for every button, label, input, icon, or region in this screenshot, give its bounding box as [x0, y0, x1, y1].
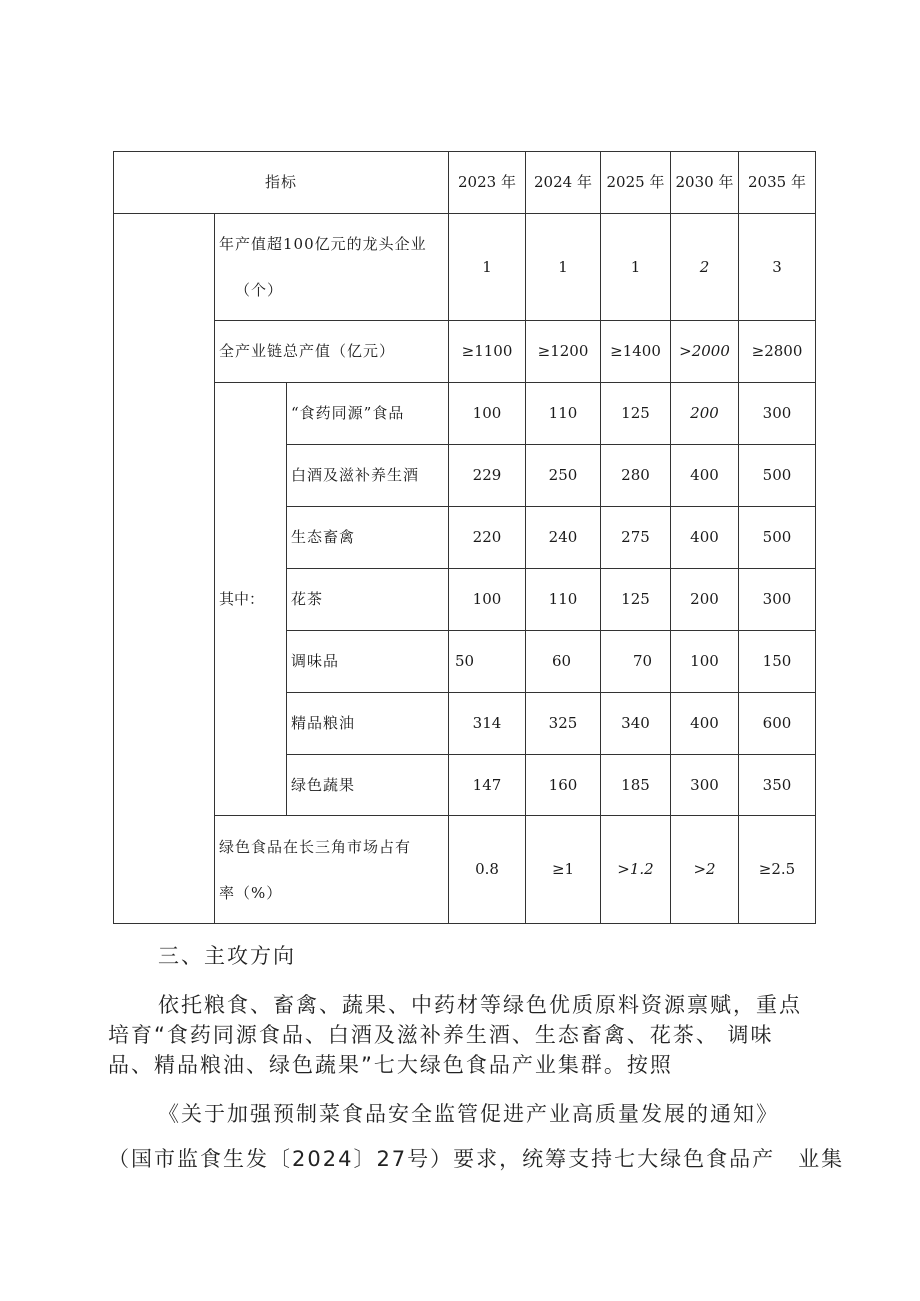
sub-livestock-2025: 275	[601, 507, 671, 569]
header-indicator	[113, 151, 449, 214]
sub-condiment-2030: 100	[671, 631, 739, 693]
sub-flower-tea-2030: 200	[671, 569, 739, 631]
leading-enterprises-label-line2: （个）	[235, 281, 284, 299]
row-total-output-label: 全产业链总产值（亿元）	[215, 321, 449, 383]
market-share-2023: 0.8	[449, 816, 526, 924]
sub-vegetables-fruits-2030: 300	[671, 755, 739, 816]
paragraph-line-4: 《关于加强预制菜食品安全监管促进产业高质量发展的通知》	[158, 1102, 779, 1126]
sub-livestock-2030: 400	[671, 507, 739, 569]
sub-grain-oil-2035: 600	[739, 693, 816, 755]
market-share-2035: ≥2.5	[739, 816, 816, 924]
header-year-2035: 2035 年	[739, 151, 816, 214]
sub-flower-tea-2025: 125	[601, 569, 671, 631]
row-market-share-label	[215, 816, 449, 924]
sub-vegetables-fruits-2025: 185	[601, 755, 671, 816]
sub-liquor-2024: 250	[526, 445, 601, 507]
section-heading: 三、主攻方向	[158, 944, 296, 968]
sub-grain-oil-2024: 325	[526, 693, 601, 755]
sub-label-grain-oil: 精品粮油	[287, 693, 449, 755]
market-share-2025: >1.2	[601, 816, 671, 924]
leading-enterprises-2025: 1	[601, 214, 671, 321]
sub-liquor-2023: 229	[449, 445, 526, 507]
market-share-2024: ≥1	[526, 816, 601, 924]
market-share-label-line1: 绿色食品在长三角市场占有	[219, 837, 412, 856]
total-output-2035: ≥2800	[739, 321, 816, 383]
sub-condiment-2025: 70	[601, 631, 671, 693]
paragraph-line-3: 品、精品粮油、绿色蔬果”七大绿色食品产业集群。按照	[108, 1053, 673, 1077]
sub-grain-oil-2025: 340	[601, 693, 671, 755]
sub-livestock-2024: 240	[526, 507, 601, 569]
total-output-2025: ≥1400	[601, 321, 671, 383]
market-share-label-line2: 率（%）	[219, 883, 283, 902]
sub-label-condiment: 调味品	[287, 631, 449, 693]
header-indicator-text: 指标	[264, 173, 297, 191]
header-year-2023: 2023 年	[449, 151, 526, 214]
indicator-table	[113, 151, 816, 924]
sub-food-medicine-2023: 100	[449, 383, 526, 445]
sub-flower-tea-2024: 110	[526, 569, 601, 631]
sub-vegetables-fruits-2023: 147	[449, 755, 526, 816]
paragraph-line-5: （国市监食生发〔2024〕27号）要求，统筹支持七大绿色食品产 业集	[108, 1147, 845, 1171]
sub-grain-oil-2023: 314	[449, 693, 526, 755]
paragraph-line-2: 培育“食药同源食品、白酒及滋补养生酒、生态畜禽、花茶、 调味	[108, 1023, 774, 1047]
sub-label-liquor: 白酒及滋补养生酒	[287, 445, 449, 507]
sub-vegetables-fruits-2035: 350	[739, 755, 816, 816]
sub-label-livestock: 生态畜禽	[287, 507, 449, 569]
header-year-2030: 2030 年	[671, 151, 739, 214]
sub-food-medicine-2030: 200	[671, 383, 739, 445]
header-year-2025: 2025 年	[601, 151, 671, 214]
sub-label-vegetables-fruits: 绿色蔬果	[287, 755, 449, 816]
sub-food-medicine-2024: 110	[526, 383, 601, 445]
sub-liquor-2035: 500	[739, 445, 816, 507]
leading-enterprises-2030: 2	[671, 214, 739, 321]
market-share-2030: >2	[671, 816, 739, 924]
leading-enterprises-2024: 1	[526, 214, 601, 321]
header-year-2024: 2024 年	[526, 151, 601, 214]
sub-condiment-2024: 60	[526, 631, 601, 693]
sub-food-medicine-2025: 125	[601, 383, 671, 445]
sub-vegetables-fruits-2024: 160	[526, 755, 601, 816]
sub-label-flower-tea: 花茶	[287, 569, 449, 631]
among-label: 其中：	[215, 383, 287, 816]
blank-category-cell	[113, 214, 215, 924]
sub-food-medicine-2035: 300	[739, 383, 816, 445]
sub-grain-oil-2030: 400	[671, 693, 739, 755]
sub-livestock-2023: 220	[449, 507, 526, 569]
total-output-2023: ≥1100	[449, 321, 526, 383]
row-leading-enterprises-label	[215, 214, 449, 321]
sub-label-food-medicine: “食药同源”食品	[287, 383, 449, 445]
total-output-2024: ≥1200	[526, 321, 601, 383]
paragraph-line-1: 依托粮食、畜禽、蔬果、中药材等绿色优质原料资源禀赋，重点	[158, 993, 802, 1017]
sub-condiment-2035: 150	[739, 631, 816, 693]
sub-flower-tea-2023: 100	[449, 569, 526, 631]
leading-enterprises-2035: 3	[739, 214, 816, 321]
sub-liquor-2025: 280	[601, 445, 671, 507]
sub-liquor-2030: 400	[671, 445, 739, 507]
leading-enterprises-label-line1: 年产值超100亿元的龙头企业	[219, 235, 427, 253]
leading-enterprises-2023: 1	[449, 214, 526, 321]
sub-condiment-2023: 50	[449, 631, 526, 693]
total-output-2030: >2000	[671, 321, 739, 383]
sub-livestock-2035: 500	[739, 507, 816, 569]
sub-flower-tea-2035: 300	[739, 569, 816, 631]
